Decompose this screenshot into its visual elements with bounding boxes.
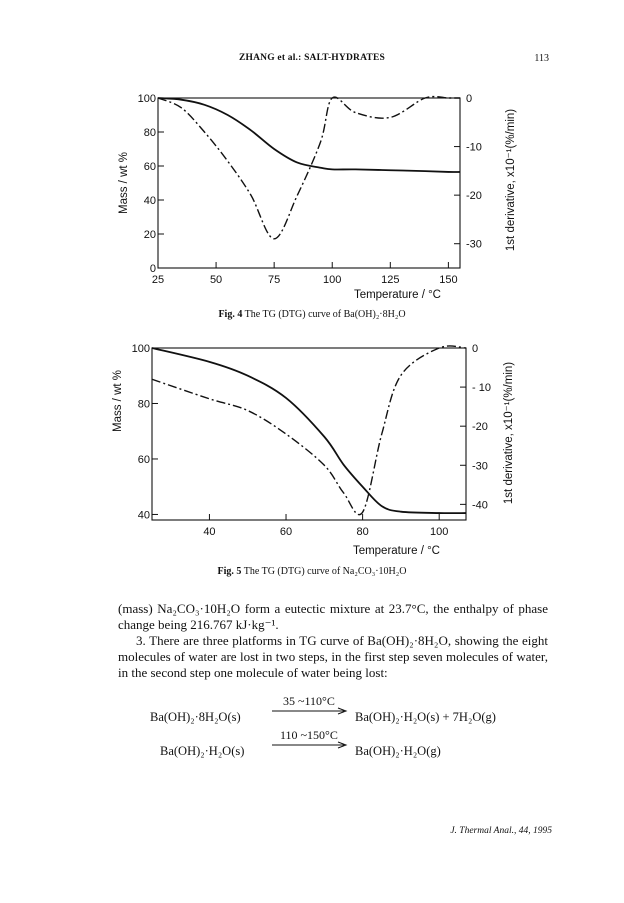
figure-4 (0, 80, 624, 308)
fig5-y-right-tick-label: -40 (472, 499, 488, 512)
fig4-dtg-curve (158, 97, 460, 239)
fig5-y-left-tick-label: 40 (137, 509, 150, 522)
page-header (0, 53, 624, 69)
running-head: ZHANG et al.: SALT-HYDRATES (239, 53, 385, 63)
fig4-x-tick-label: 100 (323, 274, 342, 286)
fig5-caption (0, 566, 624, 577)
fig4-y-left-tick-label: 0 (149, 263, 156, 275)
fig4-y-right-tick-label: 0 (466, 93, 473, 105)
fig5-y-left-tick-label: 60 (137, 453, 150, 466)
fig5-x-tick-label: 80 (356, 526, 369, 538)
fig4-y-left-tick-label: 60 (143, 161, 156, 173)
fig4-tg-curve (158, 98, 460, 172)
fig5-y-right-tick-label: -20 (472, 421, 488, 434)
eq2-left: Ba(OH)₂·H₂O(s) (160, 744, 245, 758)
fig4-x-axis-label: Temperature / °C (353, 289, 441, 301)
eq1-right: Ba(OH)₂·H₂O(s) + 7H₂O(g) (355, 710, 496, 724)
fig4-x-tick-label: 25 (151, 274, 165, 286)
fig4-y-left-tick-label: 20 (143, 229, 156, 241)
figure-5 (0, 333, 624, 563)
fig5-x-tick-label: 100 (430, 526, 449, 538)
fig4-y-right-tick-label: -20 (466, 190, 482, 203)
eq2-arrow-icon (270, 740, 350, 750)
journal-footer: J. Thermal Anal., 44, 1995 (450, 826, 552, 836)
fig5-x-tick-label: 40 (203, 526, 216, 538)
fig4-x-tick-label: 150 (439, 274, 458, 286)
fig4-y-right-tick-label: -10 (466, 141, 482, 154)
fig5-dtg-curve (152, 346, 466, 515)
body-text (118, 601, 548, 681)
fig5-y-left-tick-label: 80 (137, 398, 150, 411)
fig4-y-right-tick-label: -30 (466, 238, 482, 251)
paragraph-2: 3. There are three platforms in TG curve of Ba(OH)₂·8H₂O, showing the eight molecules of water are lost in two steps, in the first step seven molecules of water, in the second step one molecule of water being lost: (118, 633, 548, 680)
eq2-condition: 110 ~150°C (280, 728, 338, 742)
fig4-frame (158, 98, 460, 268)
fig5-x-tick-label: 60 (279, 526, 293, 538)
eq2-right: Ba(OH)₂·H₂O(g) (355, 744, 441, 758)
fig4-x-tick-label: 50 (209, 274, 223, 286)
fig5-y-right-tick-label: - 10 (472, 382, 491, 395)
fig5-tg-curve (152, 348, 466, 513)
paragraph-1: (mass) Na₂CO₃·10H₂O form a eutectic mixture at 23.7°C, the enthalpy of phase change being 216.767 kJ·kg⁻¹. (118, 601, 548, 632)
fig5-y-right-tick-label: -30 (472, 460, 488, 473)
fig4-caption (0, 309, 624, 320)
fig4-y-left-tick-label: 40 (143, 195, 156, 207)
fig4-y-left-tick-label: 80 (143, 127, 156, 139)
fig5-caption-label: Fig. 5 (217, 566, 242, 577)
fig4-x-tick-label: 125 (381, 274, 400, 286)
fig4-right-axis-label: 1st derivative, x10⁻¹(%/min) (505, 108, 517, 252)
fig5-caption-text: The TG (DTG) curve of Na₂CO₃·10H₂O (243, 566, 407, 577)
fig5-y-left-tick-label: 100 (131, 343, 150, 355)
fig4-caption-text: The TG (DTG) curve of Ba(OH)₂·8H₂O (244, 309, 406, 320)
eq1-left: Ba(OH)₂·8H₂O(s) (150, 710, 241, 724)
eq1-condition: 35 ~110°C (283, 694, 335, 708)
fig5-x-axis-label: Temperature / °C (352, 545, 440, 557)
fig5-y-right-tick-label: 0 (472, 343, 479, 355)
fig5-left-axis-label: Mass / wt % (112, 370, 124, 432)
page-number: 113 (534, 53, 549, 64)
eq1-arrow-icon (270, 706, 350, 716)
fig5-frame (152, 348, 466, 520)
fig4-left-axis-label: Mass / wt % (118, 152, 130, 214)
fig4-x-tick-label: 75 (268, 274, 281, 286)
fig5-right-axis-label: 1st derivative, x10⁻¹(%/min) (503, 361, 515, 505)
fig4-caption-label: Fig. 4 (218, 309, 243, 320)
fig4-y-left-tick-label: 100 (137, 93, 156, 105)
